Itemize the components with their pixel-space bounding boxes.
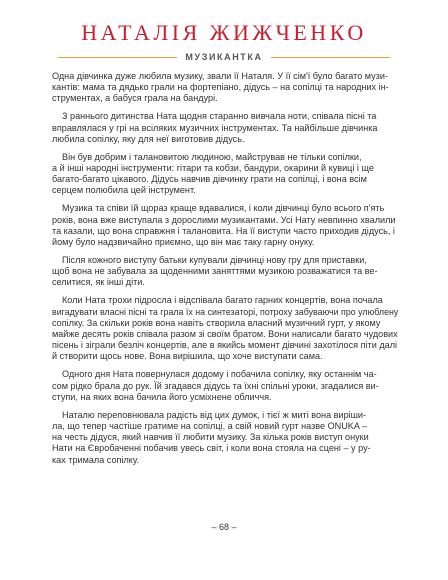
text-line: майже десять років співала разом зі своїм братом. Вони написали багато чудових (52, 329, 398, 340)
page-title: НАТАЛІЯ ЖИЖЧЕНКО (81, 20, 367, 45)
paragraph-6 (52, 295, 398, 362)
text-line: а й інші народні інструменти: гітари та кобзи, бандури, окарини й кувиці і ще (52, 163, 374, 174)
text-line: щоб вона не забувала за щоденними заняттями музикою розважатися та ве- (52, 266, 378, 277)
page-subtitle: МУЗИКАНТКА (185, 52, 263, 62)
text-line: багато-багато цікавого. Дідусь навчив дівчинку грати на сопілці, і вона всім (52, 174, 367, 185)
text-line: струментах, а бабуся грала на бандурі. (52, 93, 218, 104)
text-line: любила сопілку, яку для неї виготовив дідусь. (52, 133, 245, 144)
paragraph-1 (52, 71, 398, 105)
right-divider-rule (271, 57, 390, 58)
paragraph-2 (52, 111, 398, 145)
left-divider-rule (58, 57, 177, 58)
text-line: кантів: мама та дядько грали на фортепіано, дідусь – на сопілці та народних ін- (52, 82, 389, 93)
text-line: сопілку. За скільки років вона навіть створила власний музичний гурт, у якому (52, 317, 381, 328)
text-line: ках тримала сопілку. (52, 454, 140, 465)
text-line: Музика та співи їй щораз краще вдавалися, і коли дівчинці було всього п'ять (62, 203, 385, 214)
text-line: ла, що тепер частіше гратиме на сопілці, а свій новий гурт назве ONUKA – (52, 421, 368, 432)
text-line: ступи, на яких вона бачила його усміхнене обличчя. (52, 391, 272, 402)
text-line: Одного дня Ната повернулася додому і побачила сопілку, яку останнім ча- (62, 369, 377, 380)
paragraph-4 (52, 203, 398, 248)
text-line: й створити щось нове. Вона вирішила, що хоче виступати сама. (52, 351, 323, 362)
text-line: йому було надзвичайно приємно, що він має таку гарну онуку. (52, 237, 315, 248)
text-line: серцем полюбила цей інструмент. (52, 185, 196, 196)
story-text (52, 71, 398, 473)
text-line: Нати на Євробаченні побачив увесь світ, і коли вона стояла на сцені – у ру- (52, 443, 371, 454)
text-line: З раннього дитинства Ната щодня старанно вивчала ноти, співала пісні та (62, 111, 377, 122)
text-line: Одна дівчинка дуже любила музику, звали її Наталя. У її сім'ї було багато музи- (52, 71, 388, 81)
paragraph-8 (52, 410, 398, 466)
text-line: вправлялася у грі на всіляких музичних інструментах. Та найбільше дівчинка (52, 122, 378, 133)
text-line: сом рідко брала до рук. Їй згадався дідусь та їхні спільні уроки, згадалися ви- (52, 380, 379, 391)
text-line: років, вона вже виступала з дорослими музикантами. Усі Нату невпинно хвалили (52, 214, 396, 225)
text-line: Він був добрим і талановитою людиною, майстрував не тільки сопілки, (62, 151, 362, 162)
paragraph-5 (52, 255, 398, 289)
page-number: – 68 – (211, 522, 237, 532)
text-line: селитися, як інші діти. (52, 277, 145, 288)
paragraph-7 (52, 369, 398, 403)
text-line: Коли Ната трохи підросла і відспівала багато гарних концертів, вона почала (62, 295, 383, 306)
text-line: Наталю переповнювала радість від цих думок, і тієї ж миті вона виріши- (62, 409, 367, 420)
paragraph-3 (52, 152, 398, 197)
subtitle-row (58, 50, 390, 64)
text-line: Після кожного виступу батьки купували дівчинці нову гру для приставки, (62, 255, 367, 266)
text-line: пісень і зіграли безліч концертів, але в якийсь момент дівчині захотілося піти далі (52, 340, 398, 351)
text-line: на честь дідуся, який навчив її любити музику. За кілька років виступ онуки (52, 432, 369, 443)
text-line: вигадувати власні пісні та грала їх на синтезаторі, потроху забуваючи про улюблену (52, 306, 399, 317)
text-line: та казали, що вона справжня і талановита. На її виступи часто приходив дідусь, і (52, 225, 395, 236)
